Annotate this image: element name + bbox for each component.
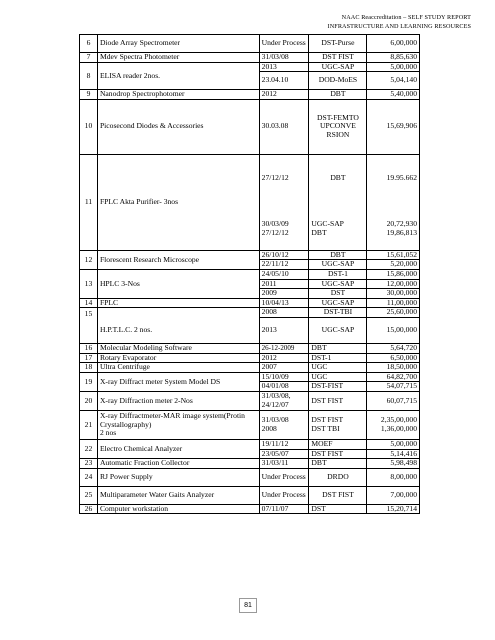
amount: 15,69,906 (367, 99, 420, 154)
equipment-name: Electro Chemical Analyzer (97, 439, 259, 458)
purchase-date: 26/10/12 (259, 250, 309, 260)
report-header (328, 14, 471, 31)
equipment-name: Nanodrop Spectrophotomer (97, 90, 259, 100)
purchase-date: 07/11/07 (259, 504, 309, 514)
purchase-date: 31/03/08 (259, 53, 309, 63)
purchase-date: 31/03/11 (259, 459, 309, 469)
amount: 25,60,000 (367, 308, 420, 318)
purchase-date: 26-12-2009 (259, 343, 309, 353)
purchase-date-cell (259, 154, 309, 250)
purchase-date: 2008 (259, 308, 309, 318)
amount: 6,00,000 (367, 35, 420, 53)
amount: 15,61,052 (367, 250, 420, 260)
amount: 60,07,715 (367, 391, 420, 410)
purchase-date: 31/03/08 2008 (259, 410, 309, 439)
row-number: 8 (80, 62, 98, 90)
equipment-name: Molecular Modeling Software (97, 343, 259, 353)
row-number: 13 (80, 269, 98, 298)
purchase-date: Under Process (259, 35, 309, 53)
purchase-date: 15/10/09 (259, 372, 309, 382)
funding-source: UGC-SAP (309, 62, 367, 72)
funding-source: DBT (309, 343, 367, 353)
funding-source: DST FIST (309, 449, 367, 459)
table-row (80, 353, 420, 363)
purchase-date: 31/03/08, 24/12/07 (259, 391, 309, 410)
purchase-date: 2013 (259, 62, 309, 72)
row-number: 22 (80, 439, 98, 458)
purchase-date: 04/01/08 (259, 382, 309, 392)
table-row (80, 468, 420, 486)
table-row (80, 308, 420, 318)
table-row (80, 298, 420, 308)
amount: 19.95.662 (386, 172, 417, 182)
amount: 54,07,715 (367, 382, 420, 392)
funding-source: DST-FIST (309, 382, 367, 392)
equipment-name: Diode Array Spectrometer (97, 35, 259, 53)
funding-source: DBT (309, 250, 367, 260)
table-row (80, 486, 420, 504)
table-row (80, 154, 420, 250)
purchase-date: 27/12/12 (261, 172, 289, 182)
table-row (80, 439, 420, 449)
amount: 20,72,930 19,86,813 (386, 219, 417, 237)
amount: 5,00,000 (367, 62, 420, 72)
funding-source: DBT (330, 172, 346, 182)
purchase-date: 23/05/07 (259, 449, 309, 459)
row-number: 24 (80, 468, 98, 486)
amount: 8,00,000 (367, 468, 420, 486)
amount: 5,98,498 (367, 459, 420, 469)
amount: 5,14,416 (367, 449, 420, 459)
amount: 15,00,000 (367, 317, 420, 343)
page-number: 81 (239, 598, 257, 613)
funding-source: UGC (309, 363, 367, 373)
funding-source: DST FIST (309, 391, 367, 410)
row-number: 15 (80, 308, 98, 344)
equipment-name: RJ Power Supply (97, 468, 259, 486)
header-line-1: NAAC Reaccreditation – SELF STUDY REPORT (341, 14, 471, 21)
equipment-name: Ultra Centrifuge (97, 363, 259, 373)
amount: 5,40,000 (367, 90, 420, 100)
equipment-name: HPLC 3-Nos (97, 269, 259, 298)
row-number: 16 (80, 343, 98, 353)
header-line-2: INFRASTRUCTURE AND LEARNING RESOURCES (327, 22, 471, 30)
funding-source: DST FIST (309, 486, 367, 504)
amount: 18,50,000 (367, 363, 420, 373)
funding-source: MOEF (309, 439, 367, 449)
purchase-date: 2009 (259, 289, 309, 299)
row-number: 7 (80, 53, 98, 63)
table-row (80, 459, 420, 469)
funding-source: UGC-SAP (309, 260, 367, 270)
funding-source: DRDO (309, 468, 367, 486)
funding-source-cell (309, 154, 367, 250)
equipment-name: Picosecond Diodes & Accessories (97, 99, 259, 154)
funding-source: UGC-SAP (309, 298, 367, 308)
table-row (80, 363, 420, 373)
row-number: 9 (80, 90, 98, 100)
funding-source: DST FIST DST TBI (309, 410, 367, 439)
row-number: 14 (80, 298, 98, 308)
amount: 5,04,140 (367, 72, 420, 90)
equipment-name: Mdev Spectra Photometer (97, 53, 259, 63)
equipment-name: X-ray Diffract meter System Model DS (97, 372, 259, 391)
equipment-name: Automatic Fraction Collector (97, 459, 259, 469)
funding-source: UGC-SAP DBT (311, 219, 344, 237)
amount: 2,35,00,000 1,36,00,000 (367, 410, 420, 439)
funding-source: DBT (309, 90, 367, 100)
row-number: 19 (80, 372, 98, 391)
equipment-name: FPLC (97, 298, 259, 308)
table-row (80, 504, 420, 514)
table-row (80, 99, 420, 154)
table-row (80, 343, 420, 353)
funding-source: DST-TBI (309, 308, 367, 318)
table-row (80, 62, 420, 72)
row-number: 25 (80, 486, 98, 504)
equipment-name: Computer workstation (97, 504, 259, 514)
funding-source: DST FIST (309, 53, 367, 63)
row-number: 18 (80, 363, 98, 373)
equipment-name: X-ray Diffractmeter-MAR image system(Protin Crystallography) 2 nos (97, 410, 259, 439)
amount-cell (367, 154, 420, 250)
funding-source: UGC-SAP (309, 317, 367, 343)
table-row (80, 250, 420, 260)
funding-source: DOD-MoES (309, 72, 367, 90)
purchase-date: 19/11/12 (259, 439, 309, 449)
row-number: 23 (80, 459, 98, 469)
row-number: 6 (80, 35, 98, 53)
purchase-date: 30/03/09 27/12/12 (261, 219, 289, 237)
amount: 6,50,000 (367, 353, 420, 363)
purchase-date: 10/04/13 (259, 298, 309, 308)
funding-source: UGC (309, 372, 367, 382)
table-row (80, 391, 420, 410)
funding-source: DST-1 (309, 269, 367, 279)
equipment-table (79, 34, 420, 514)
equipment-name: H.P.T.L.C. 2 nos. (97, 308, 259, 344)
table-row (80, 53, 420, 63)
amount: 11,00,000 (367, 298, 420, 308)
purchase-date: 2012 (259, 353, 309, 363)
equipment-name: FPLC Akta Purifier- 3nos (97, 154, 259, 250)
funding-source: DST (309, 504, 367, 514)
equipment-name: Rotary Evaporator (97, 353, 259, 363)
table-row (80, 269, 420, 279)
amount: 12,00,000 (367, 279, 420, 289)
purchase-date: 2013 (259, 317, 309, 343)
purchase-date: 2011 (259, 279, 309, 289)
equipment-name: Multiparameter Water Gaits Analyzer (97, 486, 259, 504)
amount: 15,20,714 (367, 504, 420, 514)
row-number: 21 (80, 410, 98, 439)
amount: 15,86,000 (367, 269, 420, 279)
row-number: 12 (80, 250, 98, 269)
funding-source: DST-FEMTO UPCONVE RSION (309, 99, 367, 154)
purchase-date: 30.03.08 (259, 99, 309, 154)
amount: 7,00,000 (367, 486, 420, 504)
equipment-name: Florescent Research Microscope (97, 250, 259, 269)
amount: 5,00,000 (367, 439, 420, 449)
amount: 5,20,000 (367, 260, 420, 270)
row-number: 10 (80, 99, 98, 154)
amount: 5,64,720 (367, 343, 420, 353)
row-number: 26 (80, 504, 98, 514)
equipment-name: X-ray Diffraction meter 2-Nos (97, 391, 259, 410)
funding-source: DST-Purse (309, 35, 367, 53)
table-row (80, 410, 420, 439)
purchase-date: 23.04.10 (259, 72, 309, 90)
equipment-name: ELISA reader 2nos. (97, 62, 259, 90)
row-number: 17 (80, 353, 98, 363)
purchase-date: Under Process (259, 468, 309, 486)
funding-source: DBT (309, 459, 367, 469)
table-row (80, 90, 420, 100)
row-number: 11 (80, 154, 98, 250)
amount: 8,85,630 (367, 53, 420, 63)
purchase-date: 2007 (259, 363, 309, 373)
funding-source: DST (309, 289, 367, 299)
funding-source: UGC-SAP (309, 279, 367, 289)
table-row (80, 35, 420, 53)
amount: 64,82,700 (367, 372, 420, 382)
table-row (80, 372, 420, 382)
row-number: 20 (80, 391, 98, 410)
purchase-date: 24/05/10 (259, 269, 309, 279)
purchase-date: 22/11/12 (259, 260, 309, 270)
funding-source: DST-1 (309, 353, 367, 363)
amount: 30,00,000 (367, 289, 420, 299)
purchase-date: Under Process (259, 486, 309, 504)
purchase-date: 2012 (259, 90, 309, 100)
